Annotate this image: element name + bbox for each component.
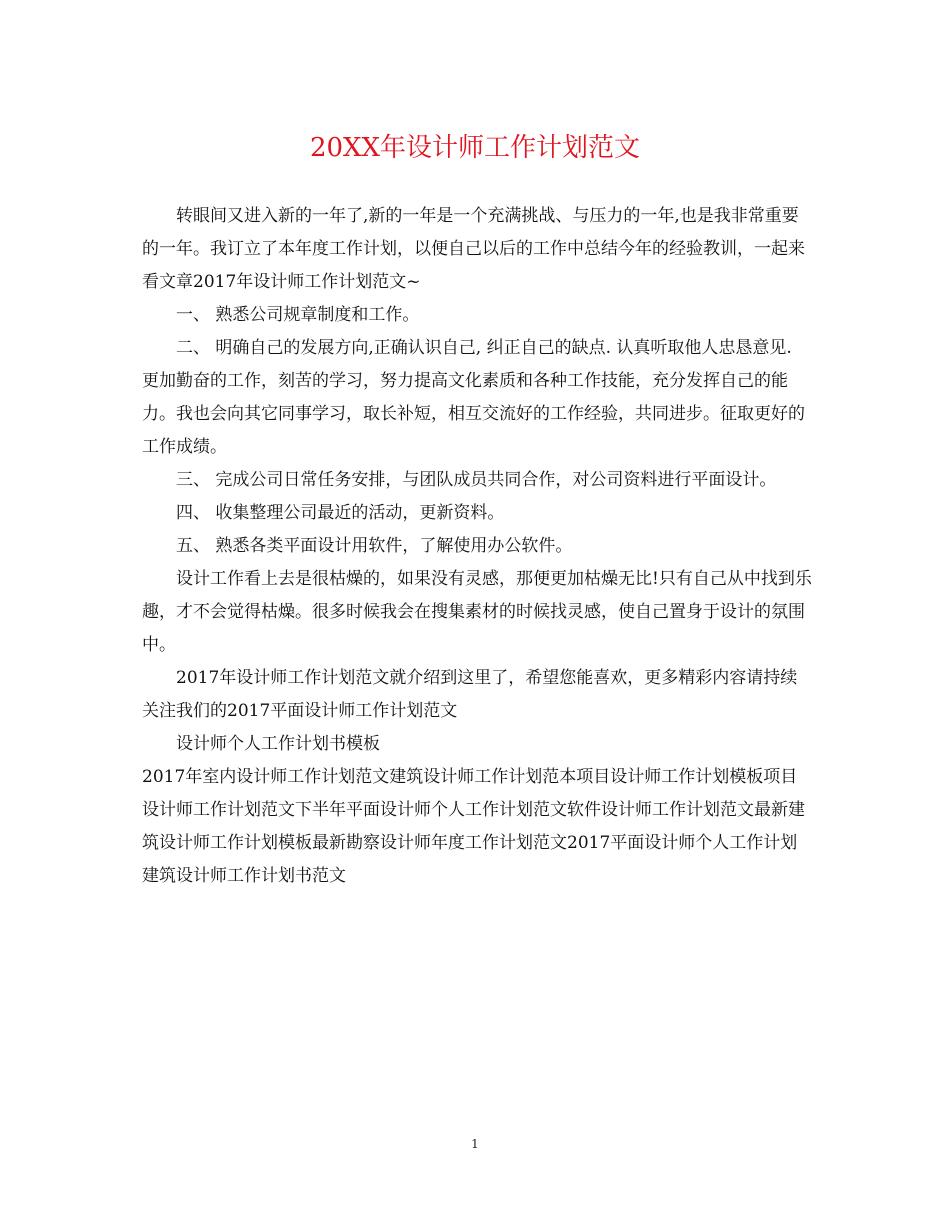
plan-item-3: 三、 完成公司日常任务安排，与团队成员共同合作，对公司资料进行平面设计。 <box>176 470 777 490</box>
intro-paragraph: 转眼间又进入新的一年了,新的一年是一个充满挑战、与压力的一年,也是我非常重要的一年。我订立了本年度工作计划，以便自己以后的工作中总结今年的经验教训，一起来看文章2017年设计师工作计划范文~ <box>142 206 805 292</box>
closing-paragraph: 2017年设计师工作计划范文就介绍到这里了，希望您能喜欢，更多精彩内容请持续关注我们的2017平面设计师工作计划范文 <box>142 668 798 721</box>
related-heading: 设计师个人工作计划书模板 <box>176 734 380 754</box>
related-links-paragraph: 2017年室内设计师工作计划范文建筑设计师工作计划范本项目设计师工作计划模板项目设计师工作计划范文下半年平面设计师个人工作计划范文软件设计师工作计划范文最新建筑设计师工作计划模板最新勘察设计师年度工作计划范文2017平面设计师个人工作计划建筑设计师工作计划书范文 <box>142 767 805 886</box>
plan-item-5: 五、 熟悉各类平面设计用软件，了解使用办公软件。 <box>176 536 573 556</box>
reflection-paragraph: 设计工作看上去是很枯燥的，如果没有灵感，那便更加枯燥无比!只有自己从中找到乐趣，才不会觉得枯燥。很多时候我会在搜集素材的时候找灵感，使自己置身于设计的氛围中。 <box>142 569 812 655</box>
page-number: 1 <box>471 1137 479 1151</box>
document-body <box>142 200 812 893</box>
plan-item-2: 二、 明确自己的发展方向,正确认识自己, 纠正自己的缺点. 认真听取他人忠恳意见. 更加勤奋的工作，刻苦的学习，努力提高文化素质和各种工作技能，充分发挥自己的能力。我也会向其它同事学习，取长补短，相互交流好的工作经验，共同进步。征取更好的工作成绩。 <box>142 338 805 457</box>
document-title: 20XX年设计师工作计划范文 <box>309 133 641 163</box>
plan-item-1: 一、 熟悉公司规章制度和工作。 <box>176 305 420 325</box>
plan-item-4: 四、 收集整理公司最近的活动，更新资料。 <box>176 503 505 523</box>
